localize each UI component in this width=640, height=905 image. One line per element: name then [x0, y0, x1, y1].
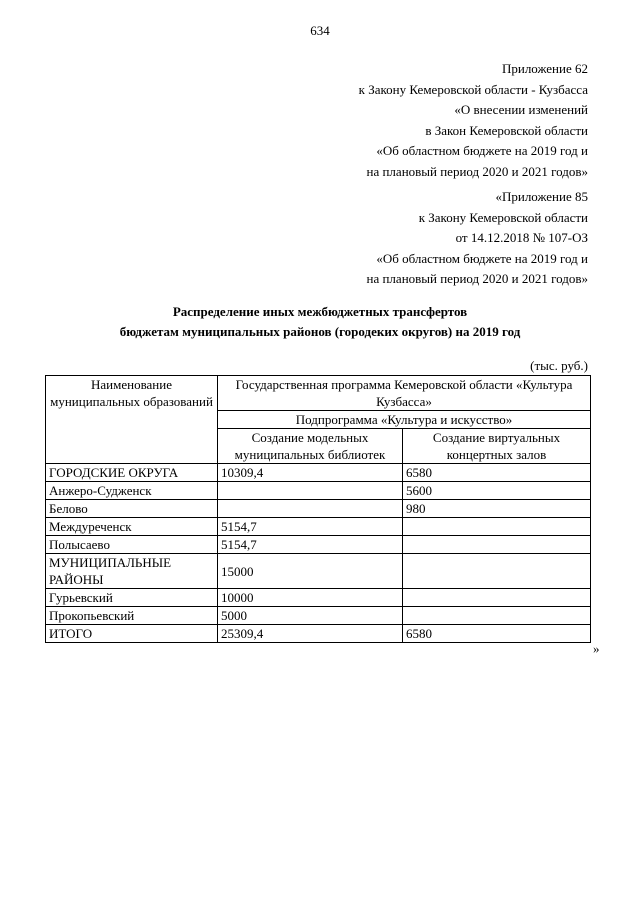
header-col-concert-halls: Создание виртуальных концертных залов — [403, 429, 591, 464]
row-value-libraries: 5000 — [218, 607, 403, 625]
row-value-concert-halls: 6580 — [403, 464, 591, 482]
row-value-libraries: 5154,7 — [218, 518, 403, 536]
row-value-concert-halls: 980 — [403, 500, 591, 518]
annex-line: «О внесении изменений — [454, 102, 588, 117]
annex-line: от 14.12.2018 № 107-ОЗ — [455, 230, 588, 245]
annex-line: «Об областном бюджете на 2019 год и — [376, 250, 588, 266]
table-row — [46, 464, 591, 482]
annex-line: «Об областном бюджете на 2019 год и — [376, 143, 588, 158]
row-value-concert-halls — [403, 518, 591, 536]
row-name: Полысаево — [46, 536, 218, 554]
row-name: Гурьевский — [46, 589, 218, 607]
transfers-table — [45, 375, 591, 643]
table-row-total — [46, 625, 591, 643]
table-row — [46, 518, 591, 536]
header-program: Государственная программа Кемеровской области «Культура Кузбасса» — [218, 376, 591, 411]
row-value-concert-halls — [403, 554, 591, 589]
page-number: 634 — [310, 23, 330, 38]
row-value-libraries: 10000 — [218, 589, 403, 607]
row-name: МУНИЦИПАЛЬНЫЕ РАЙОНЫ — [46, 554, 218, 589]
table-row — [46, 482, 591, 500]
annex-line: к Закону Кемеровской области — [418, 209, 588, 225]
row-name: Прокопьевский — [46, 607, 218, 625]
row-value-concert-halls — [403, 607, 591, 625]
table-row — [46, 589, 591, 607]
row-value-concert-halls: 6580 — [403, 625, 591, 643]
annex-header-original — [367, 187, 589, 290]
row-name: Белово — [46, 500, 218, 518]
row-value-libraries: 5154,7 — [218, 536, 403, 554]
annex-line: на плановый период 2020 и 2021 годов» — [366, 271, 588, 286]
units-label: (тыс. руб.) — [530, 358, 588, 373]
annex-line: на плановый период 2020 и 2021 годов» — [366, 163, 588, 179]
row-name: Междуреченск — [46, 518, 218, 536]
row-name: Анжеро-Судженск — [46, 482, 218, 500]
annex-line: «Приложение 85 — [495, 189, 588, 204]
row-value-libraries — [218, 482, 403, 500]
annex-line: в Закон Кемеровской области — [425, 122, 588, 138]
document-title — [0, 302, 640, 342]
table-header-row — [46, 376, 591, 411]
table-row — [46, 554, 591, 589]
annex-header-current — [359, 59, 588, 182]
row-value-libraries — [218, 500, 403, 518]
row-value-concert-halls — [403, 589, 591, 607]
header-subprogram: Подпрограмма «Культура и искусство» — [218, 411, 591, 429]
title-line-2: бюджетам муниципальных районов (городеких округов) на 2019 год — [119, 324, 521, 339]
table-row — [46, 500, 591, 518]
header-name: Наименование муниципальных образований — [46, 376, 218, 464]
row-value-libraries: 15000 — [218, 554, 403, 589]
row-name: ИТОГО — [46, 625, 218, 643]
closing-quote: » — [593, 641, 600, 656]
row-value-libraries: 10309,4 — [218, 464, 403, 482]
table-row — [46, 607, 591, 625]
row-value-libraries: 25309,4 — [218, 625, 403, 643]
annex-line: к Закону Кемеровской области - Кузбасса — [358, 81, 588, 97]
table-row — [46, 536, 591, 554]
row-value-concert-halls — [403, 536, 591, 554]
annex-line: Приложение 62 — [501, 61, 588, 76]
header-col-libraries: Создание модельных муниципальных библиотек — [218, 429, 403, 464]
row-value-concert-halls: 5600 — [403, 482, 591, 500]
title-line-1: Распределение иных межбюджетных трансфертов — [172, 304, 468, 319]
row-name: ГОРОДСКИЕ ОКРУГА — [46, 464, 218, 482]
